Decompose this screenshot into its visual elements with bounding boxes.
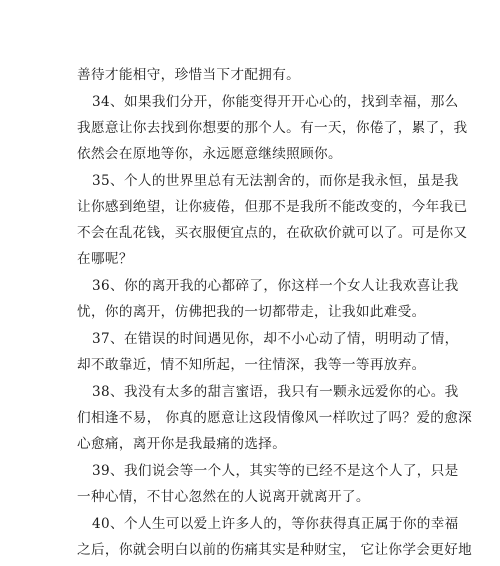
text-line-2: 34、如果我们分开，你能变得开开心心的，找到幸福，那么 bbox=[92, 94, 459, 110]
text-line-17: 一种心情，不甘心忽然在的人说离开就离开了。 bbox=[77, 489, 370, 505]
text-line-3: 我愿意让你去找到你想要的那个人。有一天，你倦了，累了，我 bbox=[77, 120, 468, 136]
text-line-19: 之后，你就会明白以前的伤痛其实是种财宝， 它让你学会更好地 bbox=[77, 542, 473, 558]
text-line-8: 在哪呢？ bbox=[77, 251, 133, 267]
text-line-13: 38、我没有太多的甜言蜜语，我只有一颗永远爱你的心。我 bbox=[92, 384, 459, 400]
text-line-4: 依然会在原地等你，永远愿意继续照顾你。 bbox=[77, 146, 342, 162]
text-line-18: 40、个人生可以爱上许多人的，等你获得真正属于你的幸福 bbox=[92, 516, 459, 532]
text-line-5: 35、个人的世界里总有无法割舍的，而你是我永恒，虽是我 bbox=[92, 173, 459, 189]
text-line-12: 却不敢靠近，情不知所起，一往情深，我等一等再放弃。 bbox=[77, 357, 426, 373]
text-line-7: 不会在乱花钱，买衣服便宜点的，在砍砍价就可以了。可是你又 bbox=[77, 225, 468, 241]
text-line-10: 忧，你的离开，仿佛把我的一切都带走，让我如此难受。 bbox=[77, 304, 426, 320]
text-line-11: 37、在错误的时间遇见你，却不小心动了情，明明动了情， bbox=[92, 331, 459, 347]
text-line-14: 们相逢不易， 你真的愿意让这段情像风一样吹过了吗？爱的愈深 bbox=[77, 410, 473, 426]
text-line-6: 让你感到绝望，让你疲倦，但那不是我所不能改变的，今年我已 bbox=[77, 199, 468, 215]
text-line-1: 善待才能相守，珍惜当下才配拥有。 bbox=[77, 67, 301, 83]
text-line-9: 36、你的离开我的心都碎了，你这样一个女人让我欢喜让我 bbox=[92, 278, 459, 294]
text-line-16: 39、我们说会等一个人，其实等的已经不是这个人了，只是 bbox=[92, 463, 459, 479]
text-line-15: 心愈痛，离开你是我最痛的选择。 bbox=[77, 436, 287, 452]
